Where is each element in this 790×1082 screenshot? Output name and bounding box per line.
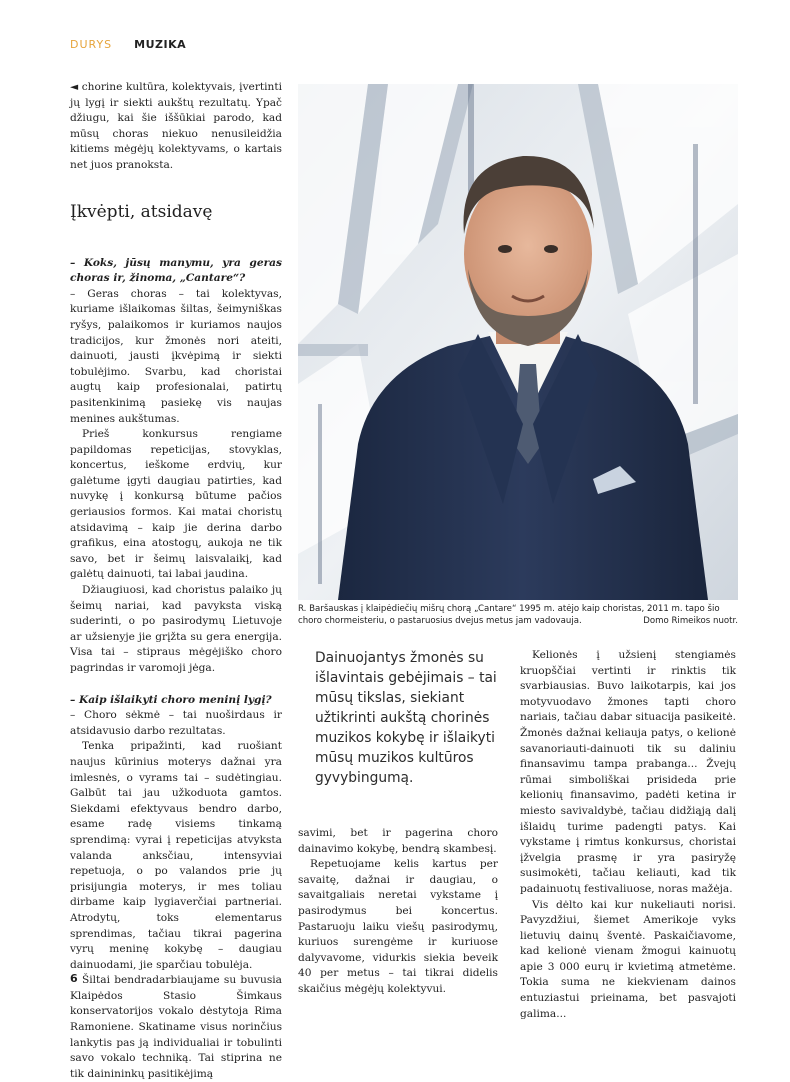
section-title: MUZIKA xyxy=(134,38,187,51)
photo-caption xyxy=(298,603,738,627)
running-header xyxy=(70,38,186,51)
intro-paragraph: ◄ chorine kultūra, kolektyvais, įvertinti jų lygį ir siekti aukštų rezultatų. Ypač džiugu, kai šie iššūkiai parodo, kad mūsų choras niekuo nenusileidžia kitiems mėgėjų kolektyvams, o kartais net juos pranoksta. xyxy=(70,81,282,171)
left-column xyxy=(70,80,282,1082)
pull-quote: Dainuojantys žmonės su išlavintais gebėjimais – tai mūsų tikslas, siekiant užtikrinti aukštą chorinės muzikos kokybę ir išlaikyti mūsų muzikos kultūros gyvybingumą. xyxy=(315,650,497,786)
answer-1-paragraph-3: Džiaugiuosi, kad choristus palaiko jų šeimų nariai, kad pavyksta viską suderinti, o po pasirodymų Lietuvoje ar užsienyje jie grįžta su gera energija. Visa tai – stipraus mėgėjiško choro pagrindas ir varomoji jėga. xyxy=(70,584,282,674)
answer-2-paragraph-3: Šiltai bendradarbiaujame su buvusia Klaipėdos Stasio Šimkaus konservatorijos vokalo dėstytoja Rima Ramoniene. Skatiname visus norinčius lankytis pas ją individualiai ir tobulinti savo vokalo techniką. Tai stiprina ne tik dainininkų pasitikėjimą xyxy=(70,974,282,1080)
middle-paragraph-1: savimi, bet ir pagerina choro dainavimo kokybę, bendrą skambesį. xyxy=(298,827,498,855)
right-paragraph-1: Kelionės į užsienį stengiamės kruopščiai vertinti ir rinktis tik svarbiausias. Buvo laikotarpis, kai jos motyvuodavo žmones tapti choro nariais, tačiau dabar situacija pasikeitė. Žmonės dažnai keliauja patys, o kelionė savanoriauti-dainuoti tik su daliniu finansavimu tampa prabanga... Žvejų rūmai simboliškai prisideda prie kelionių finansavimo, padėti ketina ir miesto savivaldybė, tačiau didžiąją dalį išlaidų turime padengti patys. Kai vykstame į rimtus konkursus, choristai įžvelgia prasmę ir yra pasiryžę susimokėti, tačiau keliauti, kad tik padainuotų festivaliuose, noras mažėja. xyxy=(520,649,736,895)
answer-2-paragraph-1: – Choro sėkmė – tai nuoširdaus ir atsidavusio darbo rezultatas. xyxy=(70,709,282,737)
interview-question-2: – Kaip išlaikyti choro meninį lygį? xyxy=(70,693,272,706)
photo-credit: Domo Rimeikos nuotr. xyxy=(643,616,738,626)
answer-2-paragraph-2: Tenka pripažinti, kad ruošiant naujus kūrinius moterys dažnai yra imlesnės, o vyrams tai – sudėtingiau. Galbūt tai jau užkoduota gamtos. Siekdami efektyvaus bendro darbo, esame radę visiems tinkamą sprendimą: vyrai į repeticijas atvyksta valanda anksčiau, intensyviai repetuoja, o po valandos prie jų prisijungia moterys, ir mes toliau dirbame kaip lygiaverčiai partneriai. Atrodytų, toks elementarus sprendimas, tačiau tikrai pagerina vyrų meninę kokybę – daugiau dainuodami, jie sparčiau tobulėja. xyxy=(70,740,282,971)
answer-1-paragraph-1: – Geras choras – tai kolektyvas, kuriame išlaikomas šiltas, šeimyniškas ryšys, palaikomos ir kuriamos naujos tradicijos, kur žmonės nori ateiti, dainuoti, jausti įkvėpimą ir siekti tobulėjimo. Svarbu, kad choristai augtų kaip profesionalai, patirtų pasitenkinimą pasiekę vis naujas menines aukštumas. xyxy=(70,287,282,425)
right-paragraph-2: Vis dėlto kai kur nukeliauti norisi. Pavyzdžiui, šiemet Amerikoje vyks lietuvių dainų šventė. Paskaičiavome, kad kelionė vienam žmogui kainuotų apie 3 000 eurų ir kvietimą atmetėme. Tokia suma ne kiekvienam dainos entuziastui prieinama, bet pasvajoti galima... xyxy=(520,898,736,1020)
caption-text: R. Baršauskas į klaipėdiečių mišrų chorą „Cantare“ 1995 m. atėjo kaip choristas, 2011 m. tapo šio choro chormeisteriu, o pastaruosius dvejus metus jam vadovauja. xyxy=(298,604,720,626)
page-number: 6 xyxy=(70,972,78,985)
interview-question-1: – Koks, jūsų manymu, yra geras choras ir, žinoma, „Cantare“? xyxy=(70,256,282,285)
magazine-brand: DURYS xyxy=(70,38,113,51)
right-column xyxy=(520,648,736,1022)
portrait-photo xyxy=(298,84,738,600)
middle-column xyxy=(298,826,498,998)
middle-paragraph-2: Repetuojame kelis kartus per savaitę, dažnai ir daugiau, o savaitgaliais neretai vykstame į pasirodymus bei koncertus. Pastaruoju laiku viešų pasirodymų, kuriuos surengėme ir kuriuose dalyvavome, vidurkis siekia beveik 40 per metus – tai tikrai didelis skaičius mėgėjų kolektyvui. xyxy=(298,858,498,995)
article-subheading: Įkvėpti, atsidavę xyxy=(70,201,213,222)
answer-1-paragraph-2: Prieš konkursus rengiame papildomas repeticijas, stovyklas, koncertus, ieškome erdvių, kur galėtume įgyti daugiau patirties, kad nuvykę į konkursą būtume pačios geriausios formos. Kai matai choristų atsidavimą – kaip jie derina darbo grafikus, eina atostogų, aukoja ne tik savo, bet ir šeimų laisvalaikį, kad galėtų dainuoti, tai labai jaudina. xyxy=(70,428,282,581)
